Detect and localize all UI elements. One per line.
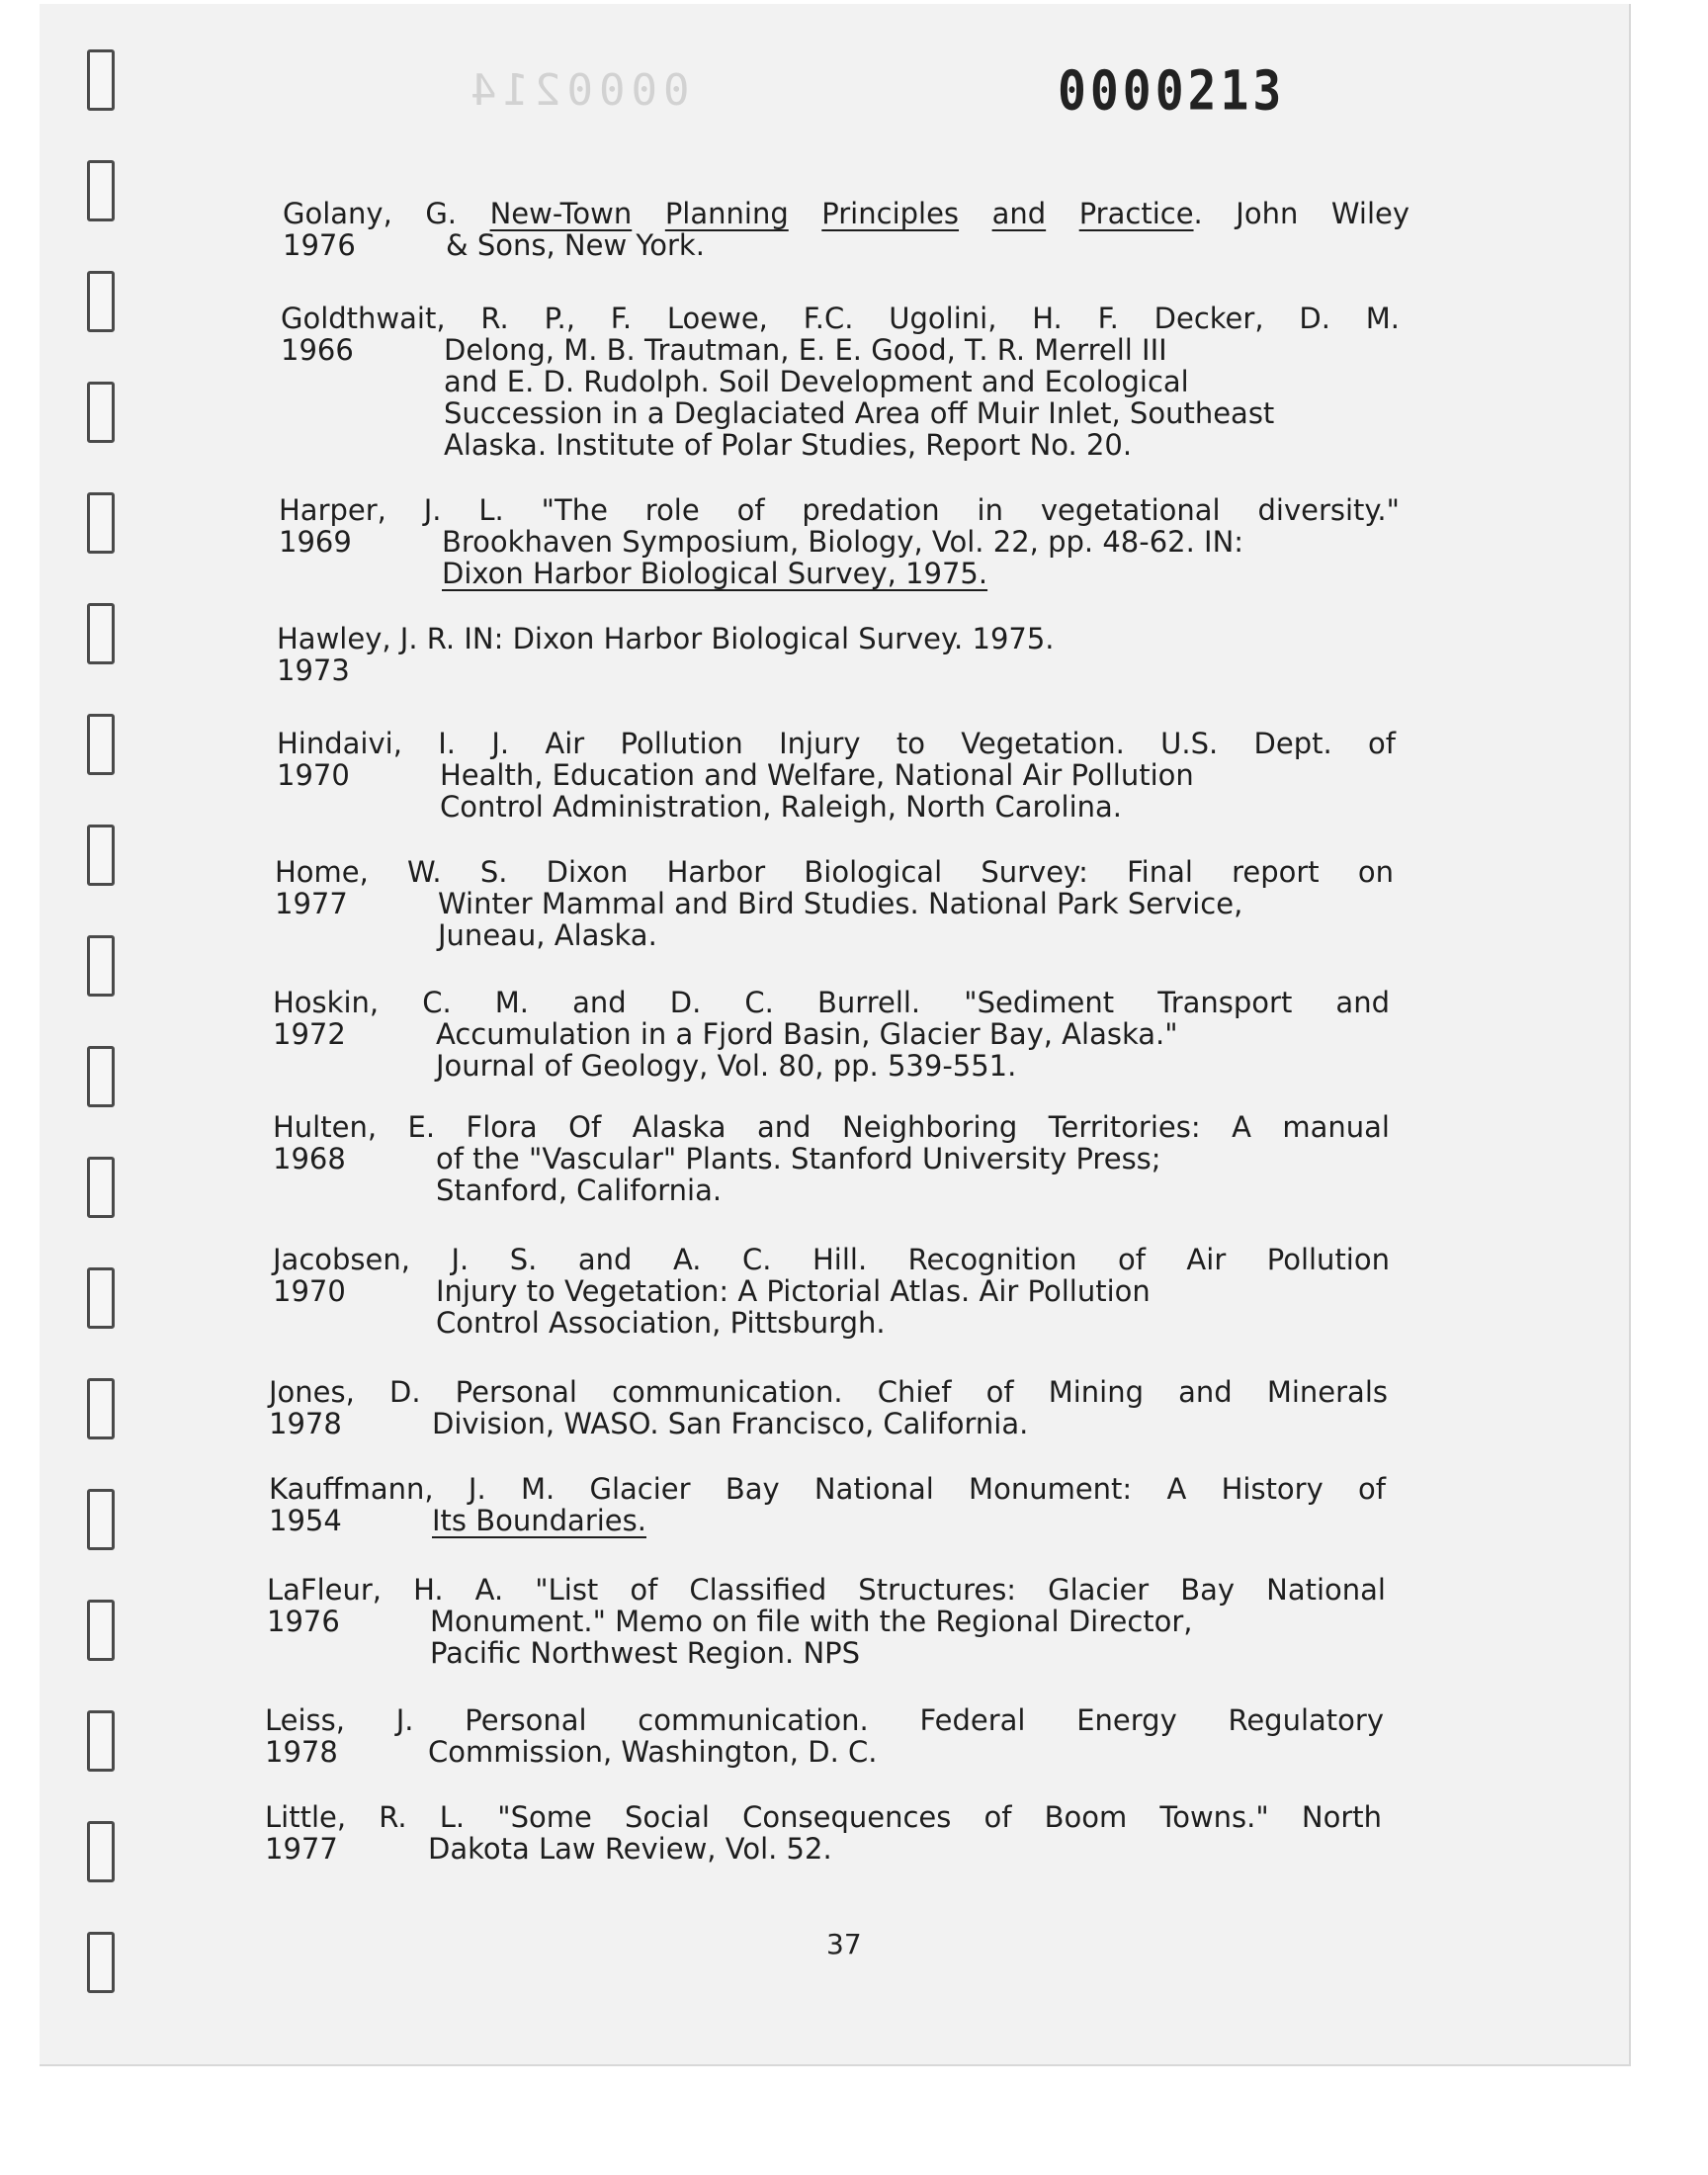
binder-hole <box>87 1710 115 1772</box>
entry-continuation: Journal of Geology, Vol. 80, pp. 539-551. <box>436 1049 1017 1083</box>
reference-entry <box>279 494 1400 589</box>
reference-entry <box>283 198 1409 261</box>
entry-continuation: Injury to Vegetation: A Pictorial Atlas. Air Pollution <box>436 1274 1151 1308</box>
entry-first-line: Hulten, E. Flora Of Alaska and Neighboring Territories: A manual <box>273 1110 1390 1144</box>
entry-continuation: Succession in a Deglaciated Area off Muir Inlet, Southeast <box>444 396 1275 430</box>
binder-hole <box>87 1378 115 1439</box>
entry-year: 1954 <box>269 1504 342 1537</box>
entry-first-line: Jacobsen, J. S. and A. C. Hill. Recognition of Air Pollution <box>273 1243 1390 1276</box>
entry-continuation: Juneau, Alaska. <box>438 918 657 952</box>
entry-first-line: Little, R. L. "Some Social Consequences of Boom Towns." North <box>265 1800 1382 1834</box>
entry-continuation: Brookhaven Symposium, Biology, Vol. 22, pp. 48-62. IN: <box>442 525 1244 559</box>
reference-entry <box>281 303 1400 461</box>
reference-entry <box>275 856 1394 951</box>
binder-hole <box>87 935 115 997</box>
binder-hole <box>87 1267 115 1329</box>
binder-hole <box>87 714 115 775</box>
entry-first-line: Jones, D. Personal communication. Chief of Mining and Minerals <box>269 1375 1388 1409</box>
entry-continuation: & Sons, New York. <box>446 228 705 262</box>
entry-first-line: Home, W. S. Dixon Harbor Biological Survey: Final report on <box>275 855 1394 889</box>
entry-first-line: Goldthwait, R. P., F. Loewe, F.C. Ugolini, H. F. Decker, D. M. <box>281 302 1400 335</box>
entry-first-line: Leiss, J. Personal communication. Federal Energy Regulatory <box>265 1703 1384 1737</box>
binder-hole <box>87 825 115 886</box>
binder-hole <box>87 1932 115 1993</box>
binder-hole <box>87 1600 115 1661</box>
entry-year: 1977 <box>265 1832 338 1866</box>
entry-year: 1966 <box>281 333 354 367</box>
binder-hole <box>87 1821 115 1882</box>
reference-entry <box>265 1704 1384 1768</box>
entry-continuation: Its Boundaries. <box>432 1504 646 1537</box>
entry-first-line: Hoskin, C. M. and D. C. Burrell. "Sediment Transport and <box>273 986 1390 1019</box>
entry-first-line: Hawley, J. R. IN: Dixon Harbor Biological Survey. 1975. <box>277 622 1055 655</box>
entry-year: 1972 <box>273 1017 346 1051</box>
entry-year: 1978 <box>269 1407 342 1440</box>
entry-continuation: Health, Education and Welfare, National Air Pollution <box>440 758 1194 792</box>
bleed-through-number: 0000214 <box>465 65 690 116</box>
entry-first-line: Harper, J. L. "The role of predation in vegetational diversity." <box>279 493 1400 527</box>
entry-continuation: and E. D. Rudolph. Soil Development and Ecological <box>444 365 1189 398</box>
binder-hole <box>87 271 115 332</box>
entry-continuation: Dakota Law Review, Vol. 52. <box>428 1832 832 1866</box>
entry-first-line: LaFleur, H. A. "List of Classified Structures: Glacier Bay National <box>267 1573 1386 1607</box>
entry-continuation: Stanford, California. <box>436 1174 723 1207</box>
entry-continuation: Dixon Harbor Biological Survey, 1975. <box>442 557 988 590</box>
binder-hole <box>87 382 115 443</box>
entry-year: 1970 <box>273 1274 346 1308</box>
binder-hole <box>87 160 115 221</box>
entry-continuation: Division, WASO. San Francisco, California. <box>432 1407 1029 1440</box>
entry-first-line: Hindaivi, I. J. Air Pollution Injury to Vegetation. U.S. Dept. of <box>277 727 1396 760</box>
entry-continuation: Control Association, Pittsburgh. <box>436 1306 886 1340</box>
reference-entry <box>273 1244 1390 1339</box>
document-id-stamp: 0000213 <box>1058 58 1286 124</box>
binder-hole <box>87 49 115 111</box>
binder-hole <box>87 1489 115 1550</box>
entry-first-line: Kauffmann, J. M. Glacier Bay National Monument: A History of <box>269 1472 1386 1506</box>
entry-year: 1968 <box>273 1142 346 1175</box>
entry-year: 1969 <box>279 525 352 559</box>
entry-continuation: Monument." Memo on file with the Regional Director, <box>430 1605 1193 1638</box>
entry-first-line: Golany, G. New-Town Planning Principles and Practice. John Wiley <box>283 197 1410 230</box>
reference-entry <box>267 1574 1386 1669</box>
entry-continuation: Control Administration, Raleigh, North Carolina. <box>440 790 1123 824</box>
entry-year: 1970 <box>277 758 350 792</box>
reference-entry <box>269 1376 1388 1439</box>
reference-entry <box>269 1473 1386 1536</box>
reference-entry <box>277 728 1396 823</box>
binder-hole <box>87 492 115 554</box>
entry-continuation: Accumulation in a Fjord Basin, Glacier Bay, Alaska." <box>436 1017 1178 1051</box>
reference-entry <box>273 1111 1390 1206</box>
reference-entry <box>265 1801 1382 1865</box>
binder-hole <box>87 1046 115 1107</box>
page-number: 37 <box>826 1928 862 1960</box>
entry-year: 1977 <box>275 887 348 920</box>
entry-continuation: Pacific Northwest Region. NPS <box>430 1636 861 1670</box>
entry-continuation: Delong, M. B. Trautman, E. E. Good, T. R. Merrell III <box>444 333 1167 367</box>
entry-continuation: Alaska. Institute of Polar Studies, Report No. 20. <box>444 428 1133 462</box>
entry-continuation: of the "Vascular" Plants. Stanford University Press; <box>436 1142 1161 1175</box>
entry-year: 1978 <box>265 1735 338 1769</box>
entry-year: 1976 <box>283 228 356 262</box>
reference-entry <box>273 987 1390 1082</box>
binder-hole <box>87 603 115 664</box>
reference-entry <box>277 622 1265 687</box>
entry-year: 1976 <box>267 1605 340 1638</box>
entry-year: 1973 <box>277 653 350 687</box>
binder-hole <box>87 1157 115 1218</box>
entry-continuation: Winter Mammal and Bird Studies. National Park Service, <box>438 887 1243 920</box>
entry-continuation: Commission, Washington, D. C. <box>428 1735 878 1769</box>
